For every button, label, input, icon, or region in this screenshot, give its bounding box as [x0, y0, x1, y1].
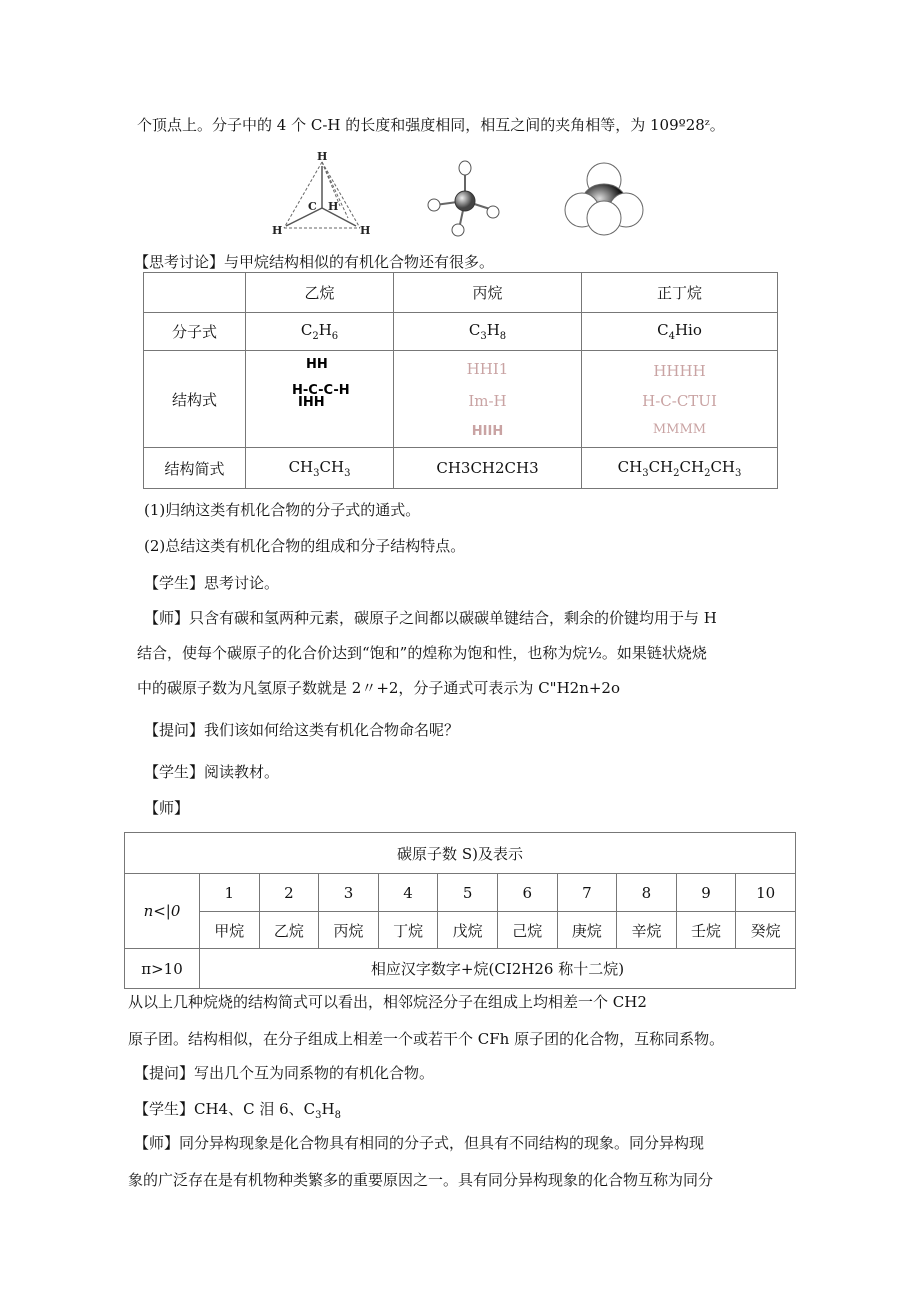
row-label-n-gt-10: π>10	[125, 949, 200, 989]
paragraph-line-1: 从以上几种烷烧的结构简式可以看出，相邻烷泾分子在组成上均相差一个 CH2	[128, 993, 647, 1011]
student-line-2: 【学生】阅读教材。	[144, 763, 280, 781]
alkane-naming-table	[124, 832, 796, 989]
propane-structure: HHI1 Im-H HIIH	[394, 351, 582, 448]
row-label-n-le-10: n<|0	[125, 874, 200, 949]
alkane-name: 癸烷	[736, 912, 796, 949]
alkane-name: 甲烷	[200, 912, 260, 949]
label-h-inner: H	[328, 200, 339, 213]
row-label-molecular: 分子式	[144, 313, 246, 351]
label-h-left: H	[272, 224, 283, 237]
discussion-heading: 【思考讨论】与甲烷结构相似的有机化合物还有很多。	[134, 253, 495, 271]
alkane-name: 丁烷	[378, 912, 438, 949]
question-line-2: 【提问】写出几个互为同系物的有机化合物。	[134, 1064, 435, 1082]
carbon-number: 2	[259, 874, 319, 912]
ball-and-stick-model	[425, 155, 505, 240]
label-h-top: H	[317, 150, 328, 163]
question-1: (1)归纳这类有机化合物的分子式的通式。	[144, 501, 421, 519]
teacher-line-2: 【师】	[144, 799, 190, 817]
carbon-number: 1	[200, 874, 260, 912]
row-label-condensed: 结构简式	[144, 448, 246, 489]
carbon-number: 5	[438, 874, 498, 912]
student-line-3: 【学生】CH4、C 泪 6、$C_3H_8$	[134, 1100, 341, 1121]
alkane-name: 庚烷	[557, 912, 617, 949]
question-2: (2)总结这类有机化合物的组成和分子结构特点。	[144, 537, 466, 555]
student-line-1: 【学生】思考讨论。	[144, 574, 280, 592]
carbon-number: 9	[676, 874, 736, 912]
carbon-number: 6	[497, 874, 557, 912]
alkane-name: 壬烷	[676, 912, 736, 949]
butane-structure: HHHH H-C-CTUI MMMM	[582, 351, 778, 448]
carbon-number: 8	[617, 874, 677, 912]
carbon-number: 10	[736, 874, 796, 912]
ethane-formula: $C_2H_6$	[246, 313, 394, 351]
butane-condensed: $CH_3CH_2CH_2CH_3$	[582, 448, 778, 489]
teacher-line-1a: 【师】只含有碳和氢两种元素，碳原子之间都以碳碳单键结合，剩余的价键均用于与 H	[144, 609, 717, 627]
teacher-line-1b: 结合，使每个碳原子的化合价达到“饱和”的煌称为饱和性，也称为烷½。如果链状烧烧	[137, 644, 707, 662]
space-filling-model	[562, 158, 647, 238]
teacher-line-3a: 【师】同分异构现象是化合物具有相同的分子式，但具有不同结构的现象。同分异构现	[134, 1134, 705, 1152]
header-butane: 正丁烷	[582, 273, 778, 313]
propane-condensed: CH3CH2CH3	[394, 448, 582, 489]
methane-tetrahedron-figure	[268, 148, 371, 238]
alkane-structure-table	[143, 272, 778, 489]
butane-formula: $C_4Hio$	[582, 313, 778, 351]
label-c: C	[308, 200, 317, 213]
intro-line: 个顶点上。分子中的 4 个 C-H 的长度和强度相同，相互之间的夹角相等，为 109º28ᶻ。	[137, 116, 725, 134]
carbon-number: 4	[378, 874, 438, 912]
naming-table-title: 碳原子数 S)及表示	[125, 833, 796, 874]
alkane-name: 戊烷	[438, 912, 498, 949]
ethane-condensed: $CH_3CH_3$	[246, 448, 394, 489]
naming-rule: 相应汉字数字+烷(CI2H26 称十二烷)	[200, 949, 796, 989]
row-label-structural: 结构式	[144, 351, 246, 448]
header-empty	[144, 273, 246, 313]
header-ethane: 乙烷	[246, 273, 394, 313]
teacher-line-3b: 象的广泛存在是有机物种类繁多的重要原因之一。具有同分异构现象的化合物互称为同分	[128, 1171, 714, 1189]
alkane-name: 己烷	[497, 912, 557, 949]
alkane-name: 丙烷	[319, 912, 379, 949]
carbon-number: 7	[557, 874, 617, 912]
question-line-1: 【提问】我们该如何给这类有机化合物命名呢？	[144, 721, 460, 739]
alkane-name: 辛烷	[617, 912, 677, 949]
carbon-number: 3	[319, 874, 379, 912]
label-h-right: H	[360, 224, 371, 237]
header-propane: 丙烷	[394, 273, 582, 313]
ethane-structure: HH H-C-C-H IHH	[246, 351, 394, 448]
paragraph-line-2: 原子团。结构相似，在分子组成上相差一个或若干个 CFh 原子团的化合物，互称同系物。	[128, 1030, 725, 1048]
teacher-line-1c: 中的碳原子数为凡氢原子数就是 2〃+2，分子通式可表示为 C"H2n+2o	[137, 679, 620, 697]
alkane-name: 乙烷	[259, 912, 319, 949]
propane-formula: $C_3H_8$	[394, 313, 582, 351]
